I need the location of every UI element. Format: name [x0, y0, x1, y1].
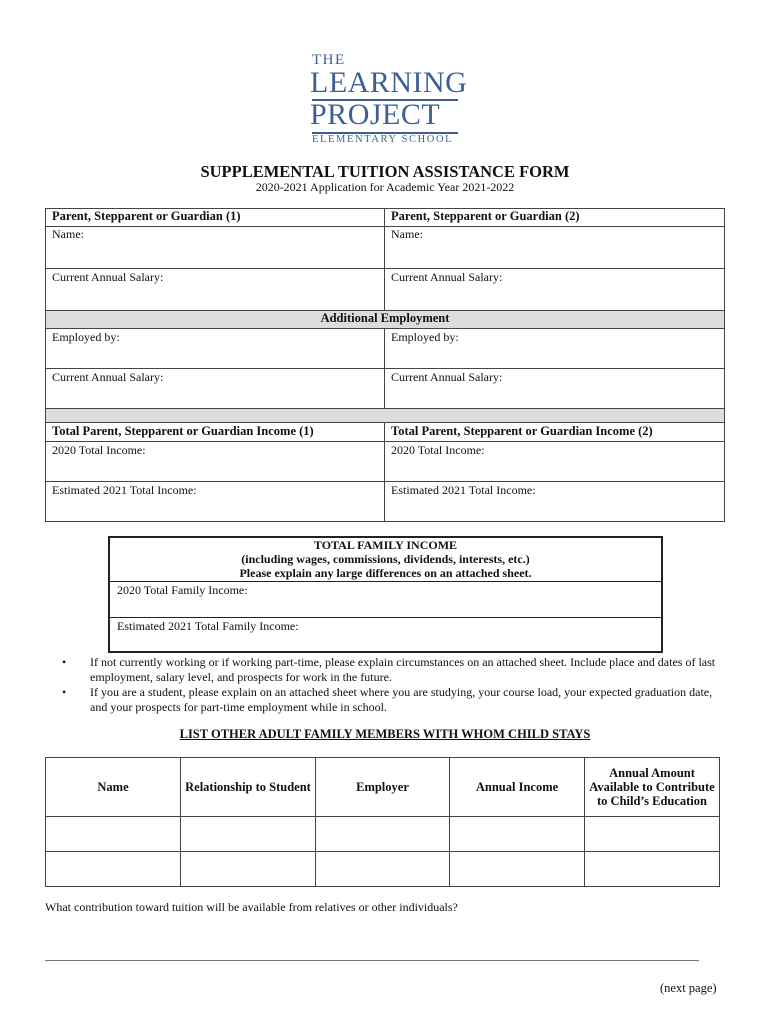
table-cell[interactable] — [316, 852, 450, 887]
family-2020-label: 2020 Total Family Income: — [117, 583, 248, 597]
column-header-employer: Employer — [316, 758, 450, 817]
family-2021-label: Estimated 2021 Total Family Income: — [117, 619, 299, 633]
table-cell[interactable] — [181, 817, 316, 852]
income-2021-label: Estimated 2021 Total Income: — [52, 483, 197, 497]
adults-table — [45, 757, 720, 887]
form-subtitle: 2020-2021 Application for Academic Year 2021-2022 — [255, 180, 515, 194]
adults-section-title: LIST OTHER ADULT FAMILY MEMBERS WITH WHOM CHILD STAYS — [179, 727, 591, 741]
grid-line — [45, 408, 725, 409]
total2-2021-field[interactable] — [384, 481, 725, 522]
family-income-box — [108, 536, 663, 653]
parent1-employer-field[interactable] — [45, 328, 384, 368]
income-2020-label: 2020 Total Income: — [391, 443, 485, 457]
employed-label: Employed by: — [52, 330, 120, 344]
column-header-income: Annual Income — [450, 758, 585, 817]
table-cell[interactable] — [46, 817, 181, 852]
parent2-name-field[interactable] — [384, 225, 725, 267]
table-cell[interactable] — [450, 852, 585, 887]
table-cell[interactable] — [181, 852, 316, 887]
total1-header: Total Parent, Stepparent or Guardian Income (1) — [52, 424, 314, 438]
column-header-name: Name — [46, 758, 181, 817]
additional-employment-header: Additional Employment — [320, 311, 450, 325]
logo-project: PROJECT — [310, 98, 441, 131]
list-item — [62, 655, 732, 685]
family-income-explain: Please explain any large differences on an attached sheet. — [239, 566, 532, 580]
bullet-icon: • — [62, 685, 67, 699]
table-row — [46, 817, 720, 852]
parent1-salary-field[interactable] — [45, 268, 384, 310]
form-title: SUPPLEMENTAL TUITION ASSISTANCE FORM — [200, 162, 570, 181]
name-label: Name: — [52, 227, 84, 241]
list-item — [62, 685, 732, 715]
parent1-name-field[interactable] — [45, 225, 384, 267]
contribution-answer-line[interactable]: _____________________________________________________________________________________________________________ — [45, 948, 699, 962]
family-income-2021-field[interactable] — [110, 617, 661, 651]
parent1-header: Parent, Stepparent or Guardian (1) — [52, 209, 241, 223]
contribution-question: What contribution toward tuition will be available from relatives or other individuals? — [45, 900, 458, 914]
total1-2021-field[interactable] — [45, 481, 384, 522]
total2-2020-field[interactable] — [384, 441, 725, 481]
table-cell[interactable] — [316, 817, 450, 852]
logo-subtitle: ELEMENTARY SCHOOL — [312, 134, 454, 145]
total1-2020-field[interactable] — [45, 441, 384, 481]
salary-label: Current Annual Salary: — [52, 270, 164, 284]
bullet-icon: • — [62, 655, 67, 669]
income-2021-label: Estimated 2021 Total Income: — [391, 483, 536, 497]
bullet-text: If you are a student, please explain on an attached sheet where you are studying, your course load, your expected graduation date, and your prospects for part-time employment while in school. — [90, 685, 713, 714]
instructions-list — [62, 655, 732, 715]
bullet-text: If not currently working or if working part-time, please explain circumstances on an attached sheet. Include place and dates of last employment, salary level, and prospects for work in the future. — [90, 655, 716, 684]
salary-label: Current Annual Salary: — [391, 270, 503, 284]
table-cell[interactable] — [46, 852, 181, 887]
table-cell[interactable] — [585, 852, 720, 887]
parent1-additional-salary-field[interactable] — [45, 368, 384, 408]
salary-label: Current Annual Salary: — [52, 370, 164, 384]
family-income-2020-field[interactable] — [110, 581, 661, 617]
column-header-relationship: Relationship to Student — [181, 758, 316, 817]
parent2-header: Parent, Stepparent or Guardian (2) — [391, 209, 580, 223]
table-row — [46, 852, 720, 887]
next-page-note: (next page) — [660, 981, 717, 995]
column-header-contribution: Annual Amount Available to Contribute to Child’s Education — [585, 758, 720, 817]
income-2020-label: 2020 Total Income: — [52, 443, 146, 457]
table-cell[interactable] — [450, 817, 585, 852]
parent2-salary-field[interactable] — [384, 268, 725, 310]
family-income-note: (including wages, commissions, dividends, interests, etc.) — [241, 552, 530, 566]
family-income-title: TOTAL FAMILY INCOME — [313, 538, 458, 552]
salary-label: Current Annual Salary: — [391, 370, 503, 384]
parent2-employer-field[interactable] — [384, 328, 725, 368]
total2-header: Total Parent, Stepparent or Guardian Income (2) — [391, 424, 653, 438]
parent2-additional-salary-field[interactable] — [384, 368, 725, 408]
employed-label: Employed by: — [391, 330, 459, 344]
separator-band — [46, 408, 724, 422]
logo-the: THE — [312, 52, 346, 68]
logo-learning: LEARNING — [310, 66, 468, 99]
name-label: Name: — [391, 227, 423, 241]
table-cell[interactable] — [585, 817, 720, 852]
table-header-row — [46, 758, 720, 817]
